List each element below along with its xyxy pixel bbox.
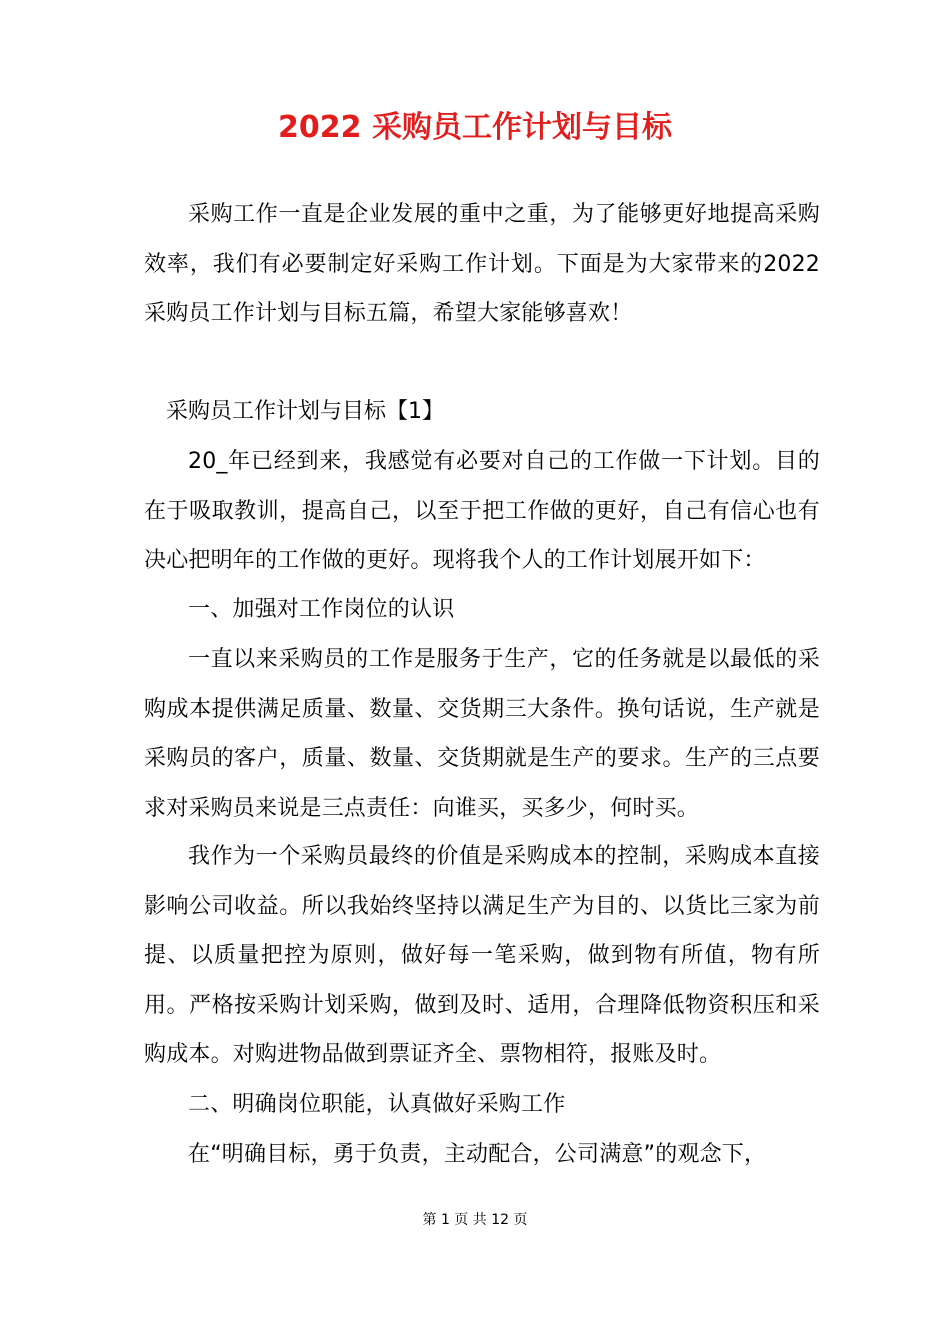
paragraph-3: 我作为一个采购员最终的价值是采购成本的控制，采购成本直接影响公司收益。所以我始终坚持以满足生产为目的、以货比三家为前提、以质量把控为原则，做好每一笔采购，做到物有所值，物有所用。严格按采购计划采购，做到及时、适用，合理降低物资积压和采购成本。对购进物品做到票证齐全、票物相符，报账及时。 [144,844,820,1067]
section-heading: 采购员工作计划与目标【1】 [166,399,444,424]
subheading-1: 一、加强对工作岗位的认识 [188,597,455,622]
document-title: 2022 采购员工作计划与目标 [278,110,672,145]
paragraph-2: 一直以来采购员的工作是服务于生产，它的任务就是以最低的采购成本提供满足质量、数量、交货期三大条件。换句话说，生产就是采购员的客户，质量、数量、交货期就是生产的要求。生产的三点要求对采购员来说是三点责任：向谁买，买多少，何时买。 [144,647,820,821]
subheading-2: 二、明确岗位职能，认真做好采购工作 [188,1092,566,1117]
paragraph-4: 在“明确目标，勇于负责，主动配合，公司满意”的观念下， [188,1142,767,1167]
paragraph-1: 20_年已经到来，我感觉有必要对自己的工作做一下计划。目的在于吸取教训，提高自己，以至于把工作做的更好，自己有信心也有决心把明年的工作做的更好。现将我个人的工作计划展开如下： [144,449,820,573]
intro-paragraph: 采购工作一直是企业发展的重中之重，为了能够更好地提高采购效率，我们有必要制定好采购工作计划。下面是为大家带来的2022采购员工作计划与目标五篇，希望大家能够喜欢！ [144,202,820,326]
page-footer: 第 1 页 共 12 页 [422,1212,528,1228]
